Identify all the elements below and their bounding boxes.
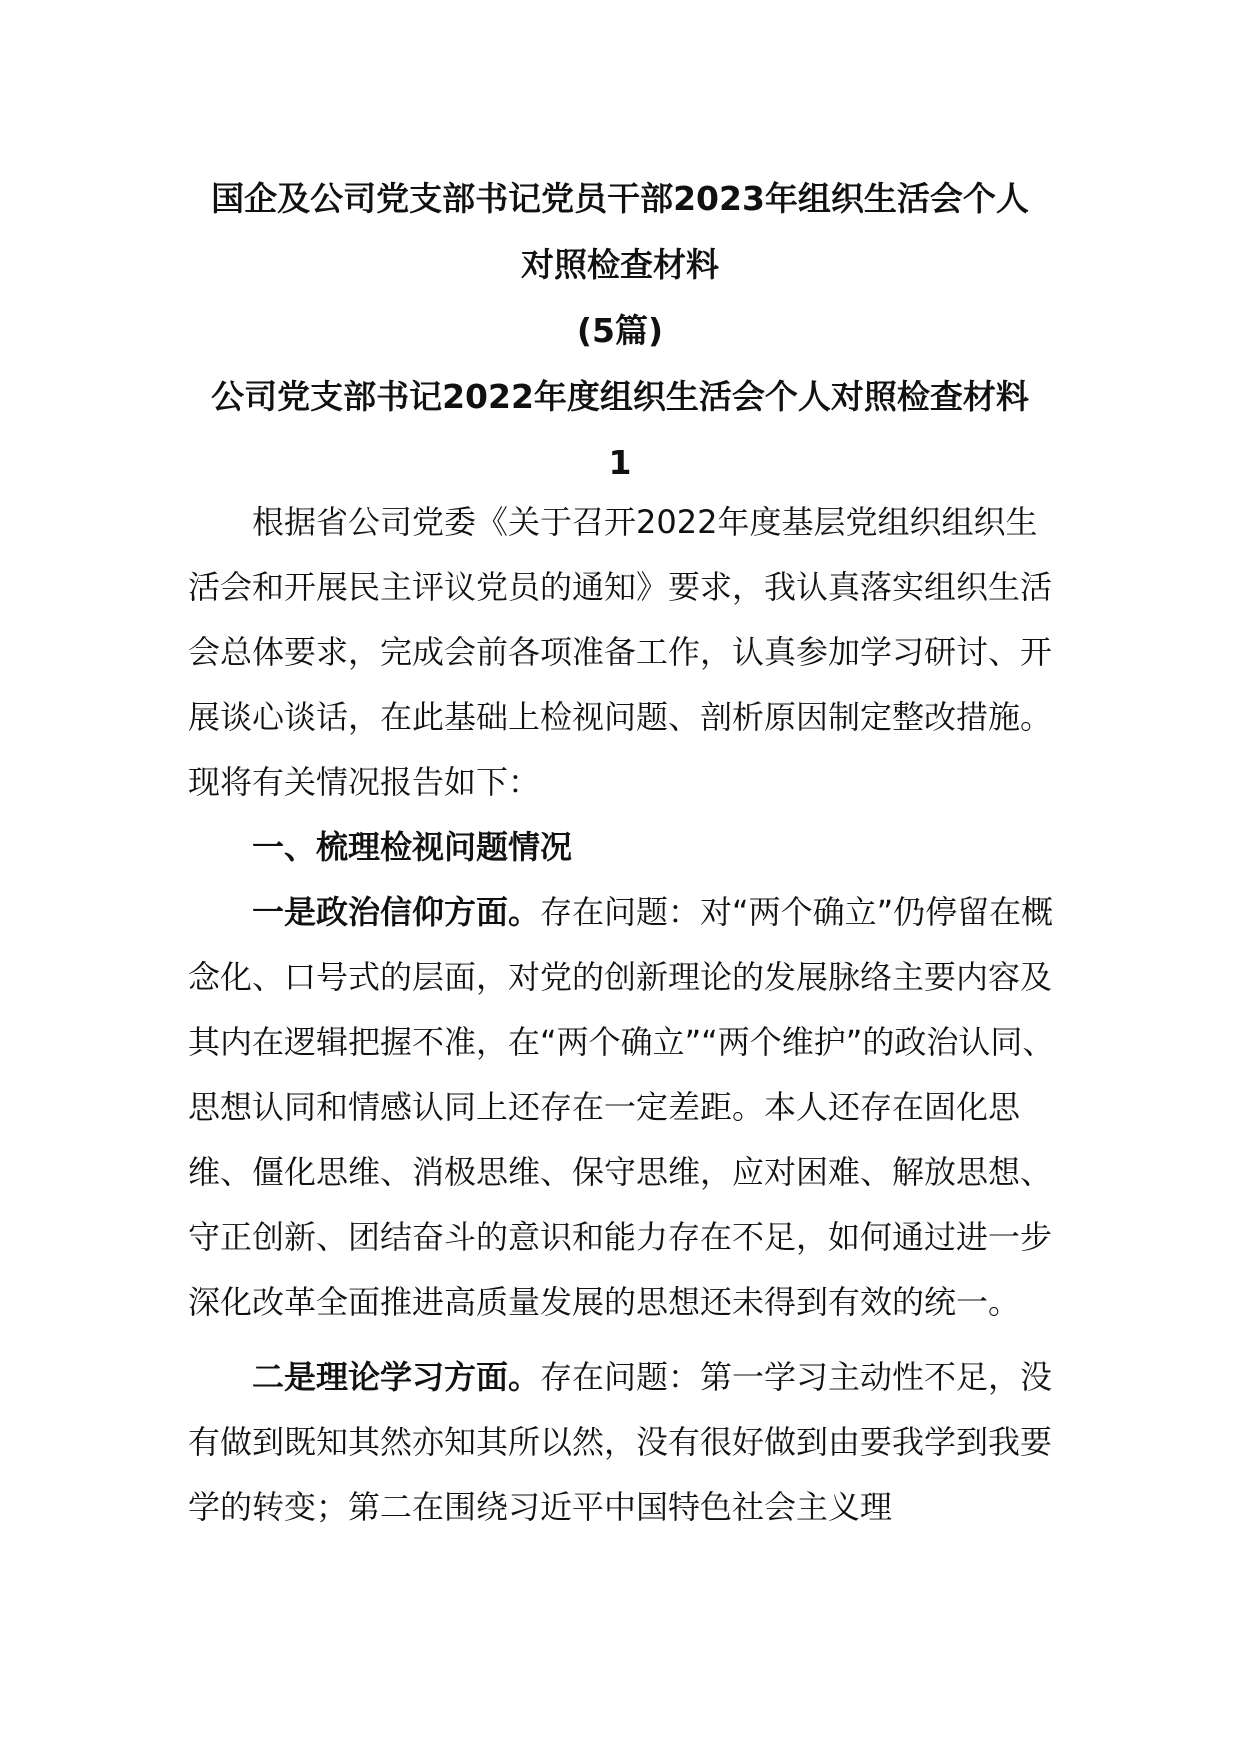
theory-study-lead: 二是理论学习方面。	[252, 1358, 541, 1396]
document-title-line1: 国企及公司党支部书记党员干部2023年组织生活会个人	[211, 179, 1029, 218]
section-heading: 一、梳理检视问题情况	[252, 828, 573, 866]
political-belief-paragraph	[188, 880, 1058, 1335]
document-count: (5篇)	[576, 311, 664, 350]
document-title-block	[150, 166, 1090, 496]
document-body	[188, 490, 1058, 1540]
document-title-line2: 对照检查材料	[521, 245, 719, 284]
intro-paragraph: 根据省公司党委《关于召开2022年度基层党组织组织生活会和开展民主评议党员的通知》要求，我认真落实组织生活会总体要求，完成会前各项准备工作，认真参加学习研讨、开展谈心谈话，在此基础上检视问题、剖析原因制定整改措施。现将有关情况报告如下：	[188, 503, 1053, 801]
article-title-line1: 公司党支部书记2022年度组织生活会个人对照检查材料	[211, 377, 1029, 416]
political-belief-lead: 一是政治信仰方面。	[252, 893, 541, 931]
theory-study-paragraph	[188, 1345, 1058, 1540]
article-number: 1	[608, 443, 632, 482]
theory-study-text: 存在问题：第一学习主动性不足，没有做到既知其然亦知其所以然，没有很好做到由要我学到我要学的转变；第二在围绕习近平中国特色社会主义理	[188, 1358, 1053, 1526]
political-belief-text: 存在问题：对“两个确立”仍停留在概念化、口号式的层面，对党的创新理论的发展脉络主要内容及其内在逻辑把握不准，在“两个确立”“两个维护”的政治认同、思想认同和情感认同上还存在一定差距。本人还存在固化思维、僵化思维、消极思维、保守思维，应对困难、解放思想、守正创新、团结奋斗的意识和能力存在不足，如何通过进一步深化改革全面推进高质量发展的思想还未得到有效的统一。	[188, 893, 1055, 1321]
